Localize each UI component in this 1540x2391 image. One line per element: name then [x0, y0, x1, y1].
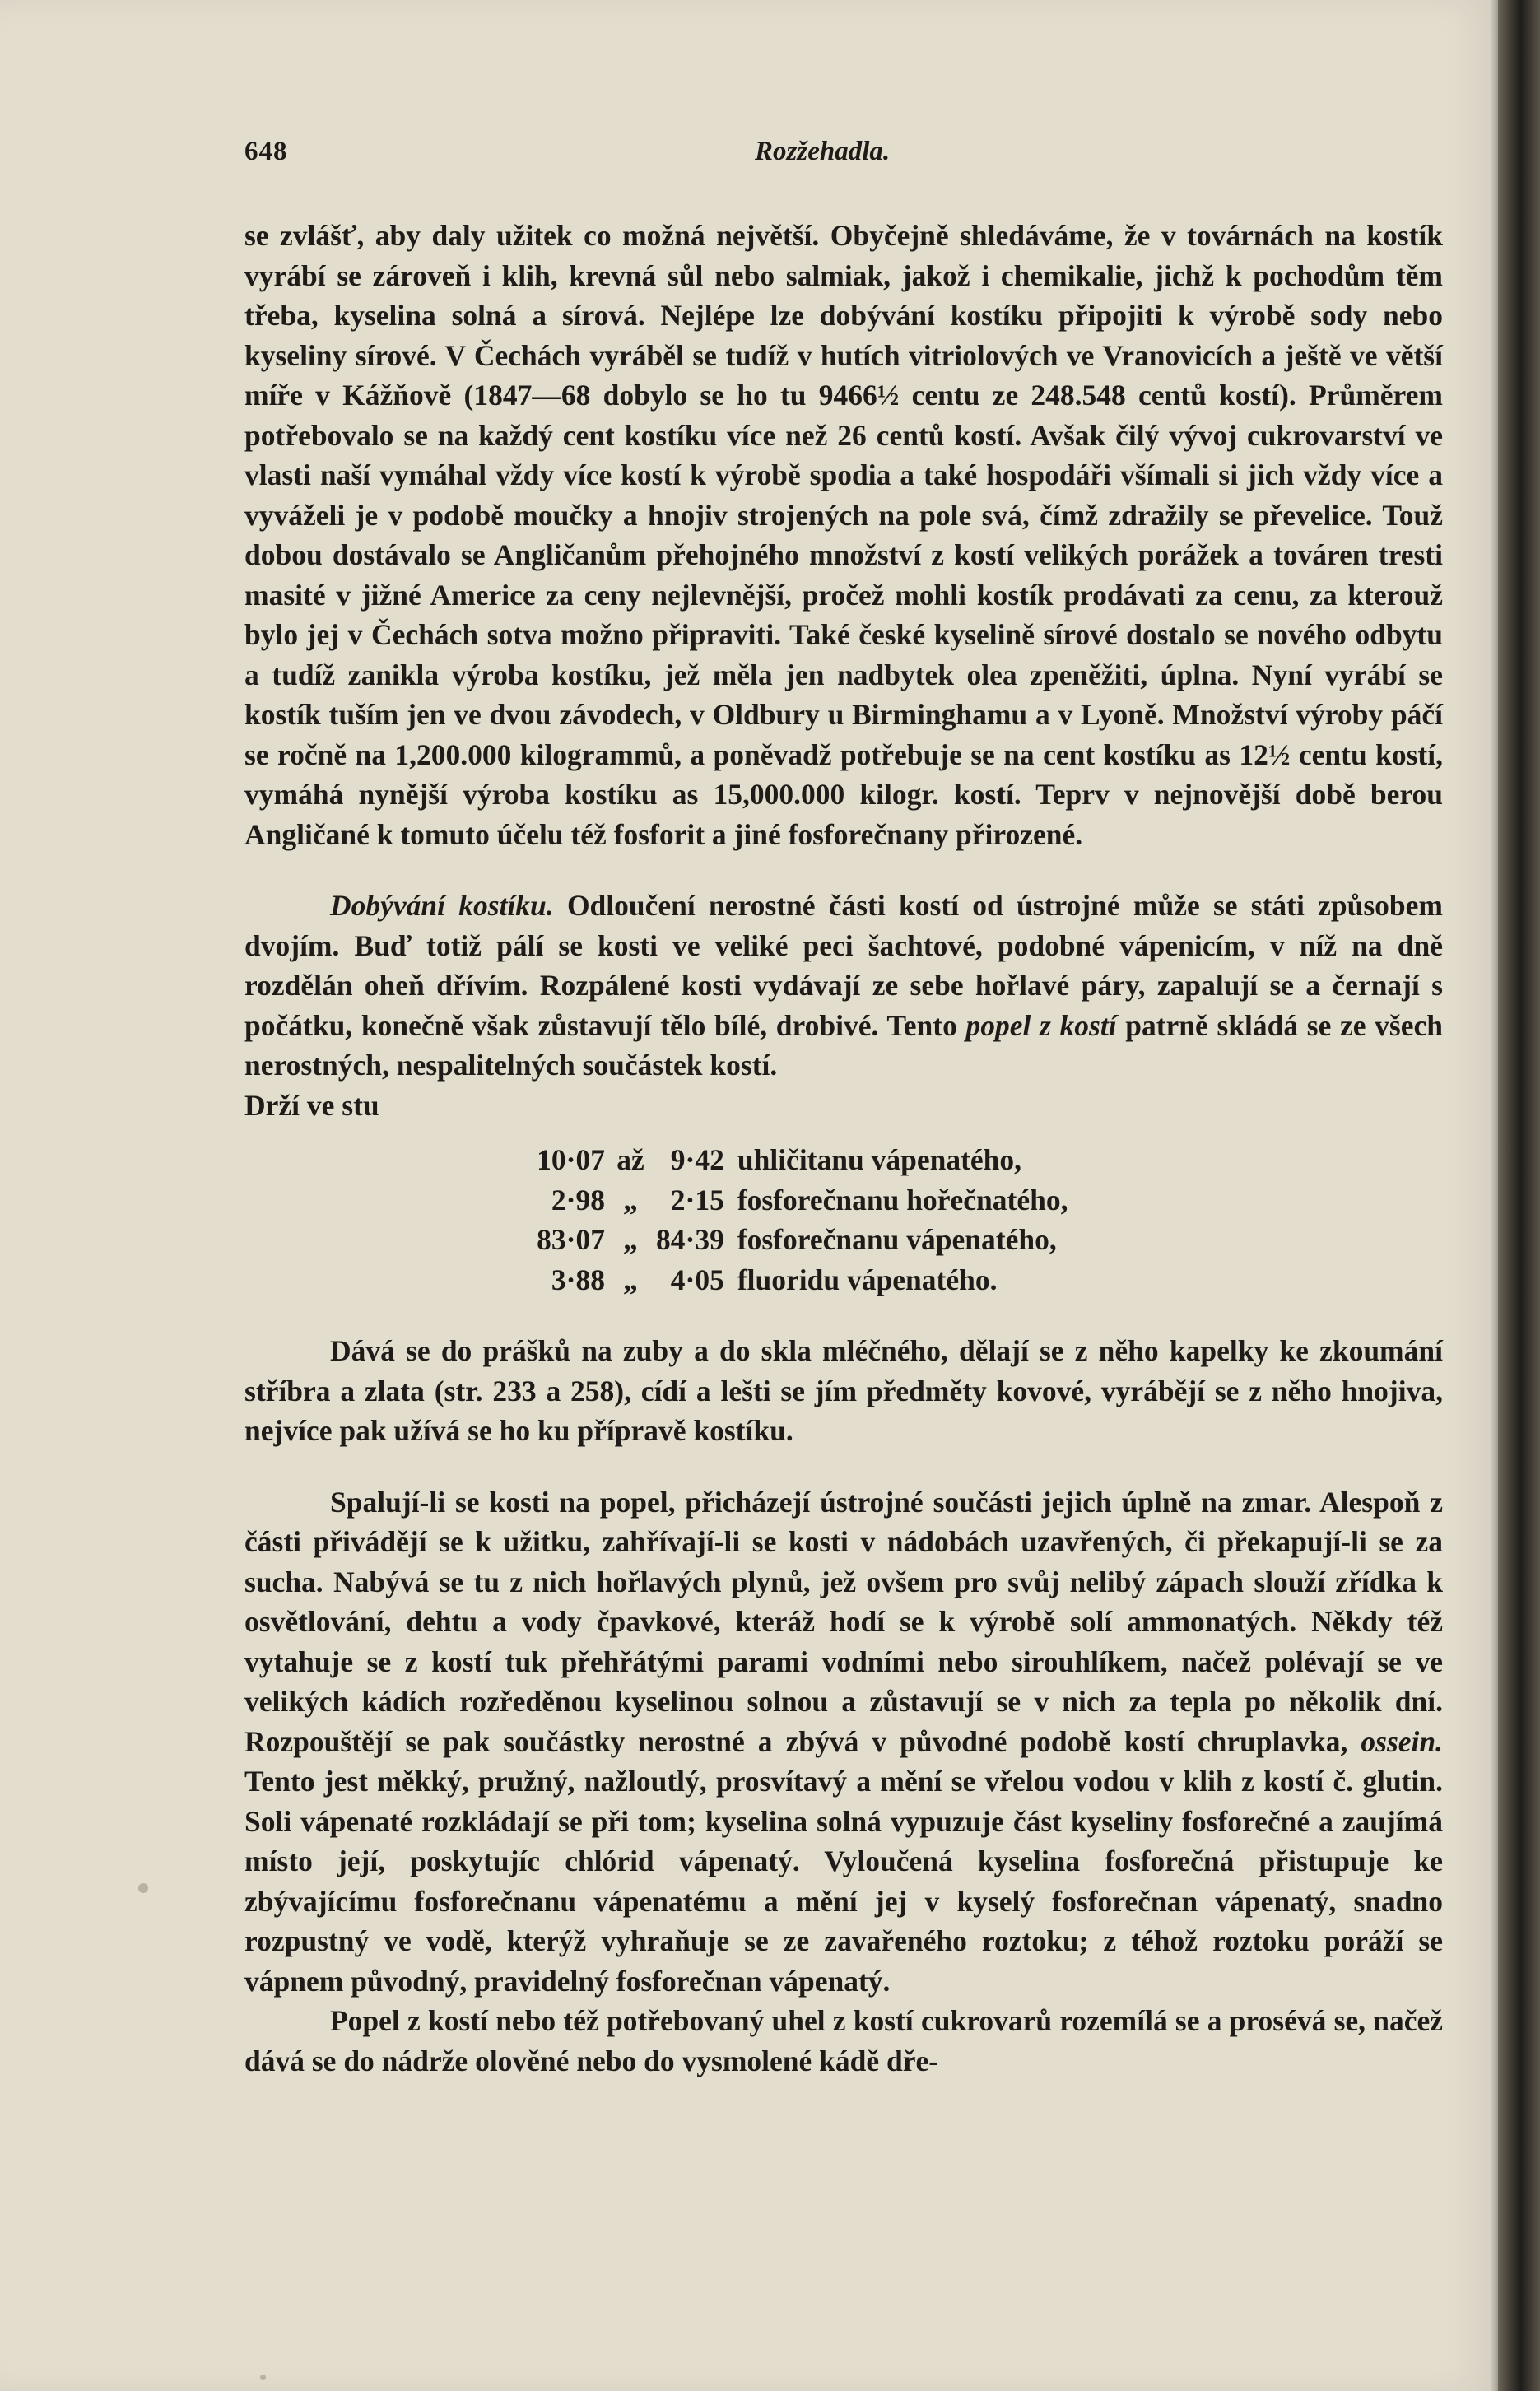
running-title: Rozžehadla.	[755, 137, 891, 166]
table-intro: Drží ve stu	[244, 1088, 379, 1122]
paragraph-extraction	[244, 886, 1443, 1086]
section-lead-title: Dobývání kostíku.	[330, 889, 554, 922]
italic-term: popel z kostí	[965, 1008, 1117, 1042]
high-value: 2·15	[670, 1183, 724, 1216]
range-separator: „	[623, 1223, 638, 1256]
range-separator: „	[623, 1183, 638, 1216]
range-separator: „	[623, 1263, 638, 1296]
italic-term: ossein.	[1361, 1724, 1443, 1758]
body-text	[244, 216, 1443, 2081]
composition-row	[521, 1260, 1068, 1300]
component-name: uhličitanu vápenatého,	[737, 1143, 1022, 1176]
component-name: fluoridu vápenatého.	[737, 1263, 998, 1296]
paragraph-ash-processing: Popel z kostí nebo též potřebovaný uhel z kostí cukrovarů rozemílá se a prosévá se, načež dává se do nádrže olověné nebo do vysmolené kádě dře-	[244, 2004, 1443, 2077]
page-number: 648	[244, 137, 288, 166]
composition-row	[521, 1180, 1068, 1221]
paragraph-burning	[244, 1482, 1443, 2002]
paragraph-uses: Dává se do prášků na zuby a do skla mléčného, dělají se z něho kapelky ke zkoumání stříbra a zlata (str. 233 a 258), cídí a lešti se jím předměty kovové, vyrábějí se z něho hnojiva, nejvíce pak užívá se ho ku přípravě kostíku.	[244, 1334, 1443, 1447]
paragraph-text: patrně skládá se ze všech nerostných, nespalitelných součástek kostí.	[244, 1008, 1443, 1082]
composition-table	[521, 1140, 1068, 1300]
component-name: fosforečnanu vápenatého,	[737, 1223, 1057, 1256]
high-value: 4·05	[670, 1263, 724, 1296]
high-value: 84·39	[656, 1223, 724, 1256]
paragraph-text: Odloučení nerostné části kostí od ústrojné může se státi způsobem dvojím. Buď totiž pálí se kosti ve veliké peci šachtové, podobné vápenicím, v níž na dně rozdělán oheň dřívím. Rozpálené kosti vydávají ze sebe hořlavé páry, zapalují se a černají s počátku, konečně však zůstavují tělo bílé, drobivé. Tento	[244, 889, 1444, 1042]
component-name: fosforečnanu hořečnatého,	[737, 1183, 1068, 1216]
low-value: 10·07	[537, 1143, 605, 1176]
high-value: 9·42	[670, 1143, 724, 1176]
book-spine	[1498, 0, 1540, 2391]
page-header	[244, 137, 1438, 174]
low-value: 83·07	[537, 1223, 605, 1256]
paragraph-continuation: se zvlášť, aby daly užitek co možná největší. Obyčejně shledáváme, že v továrnách na kostík vyrábí se zároveň i klih, krevná sůl nebo salmiak, jakož i chemikalie, jichž k pochodům těm třeba, kyselina solná a sírová. Nejlépe lze dobývání kostíku připojiti k výrobě sody nebo kyseliny sírové. V Čechách vyráběl se tudíž v hutích vitriolových ve Vranovicích a ještě ve větší míře v Kážňově (1847—68 dobylo se ho tu 9466½ centu ze 248.548 centů kostí). Průměrem potřebovalo se na každý cent kostíku více než 26 centů kostí. Avšak čilý vývoj cukrovarství ve vlasti naší vymáhal vždy více kostí k výrobě spodia a také hospodáři všímali si jich vždy více a vyváželi je v podobě moučky a hnojiv strojených na pole svá, čímž zdražily se převelice. Touž dobou dostávalo se Angličanům přehojného množství z kostí velikých porážek a továren tresti masité v jižné Americe za ceny nejlevnější, pročež mohli kostík prodávati za cenu, za kterouž bylo jej v Čechách sotva možno připraviti. Také české kyselině sírové dostalo se nového odbytu a tudíž zanikla výroba kostíku, jež měla jen nadbytek olea zpeněžiti, úplna. Nyní vyrábí se kostík tuším jen ve dvou závodech, v Oldbury u Birminghamu a v Lyoně. Množství výroby páčí se ročně na 1,200.000 kilogrammů, a poněvadž potřebuje se na cent kostíku as 12½ centu kostí, vymáhá nynější výroba kostíku as 15,000.000 kilogr. kostí. Teprv v nejnovější době berou Angličané k tomuto účelu též fosforit a jiné fosforečnany přirozené.	[244, 219, 1443, 851]
page-gutter-shadow	[1490, 0, 1498, 2391]
low-value: 3·88	[551, 1263, 605, 1296]
composition-row	[521, 1140, 1068, 1180]
paper-speck	[260, 2375, 266, 2380]
paragraph-text: Spalují-li se kosti na popel, přicházejí ústrojné součásti jejich úplně na zmar. Alespoň z části přivádějí se k užitku, zahřívají-li se kosti v nádobách uzavřených, či překapují-li se za sucha. Nabývá se tu z nich hořlavých plynů, jež ovšem pro svůj nelibý zápach slouží zřídka k osvětlování, dehtu a vody čpavkové, kteráž hodí se k výrobě solí ammonatých. Někdy též vytahuje se z kostí tuk přehřátými parami vodními nebo sirouhlíkem, načež polévají se ve velikých kádích rozředěnou kyselinou solnou a zůstavují se v nich za tepla po několik dní. Rozpouštějí se pak součástky nerostné a zbývá v původné podobě kostí chruplavka,	[244, 1485, 1443, 1758]
paper-speck	[138, 1883, 148, 1893]
range-separator: až	[616, 1143, 644, 1176]
composition-row	[521, 1220, 1068, 1260]
paragraph-text: Tento jest měkký, pružný, nažloutlý, prosvítavý a mění se vřelou vodou v klih z kostí č. glutin. Soli vápenaté rozkládají se při tom; kyselina solná vypuzuje část kyseliny fosforečné a zaujímá místo její, poskytujíc chlórid vápenatý. Vyloučená kyselina fosforečná přistupuje ke zbývajícímu fosforečnanu vápenatému a mění jej v kyselý fosforečnan vápenatý, snadno rozpustný ve vodě, kterýž vyhraňuje se ze zavařeného roztoku; z téhož roztoku poráží se vápnem původný, pravidelný fosforečnan vápenatý.	[244, 1765, 1443, 1998]
low-value: 2·98	[551, 1183, 605, 1216]
